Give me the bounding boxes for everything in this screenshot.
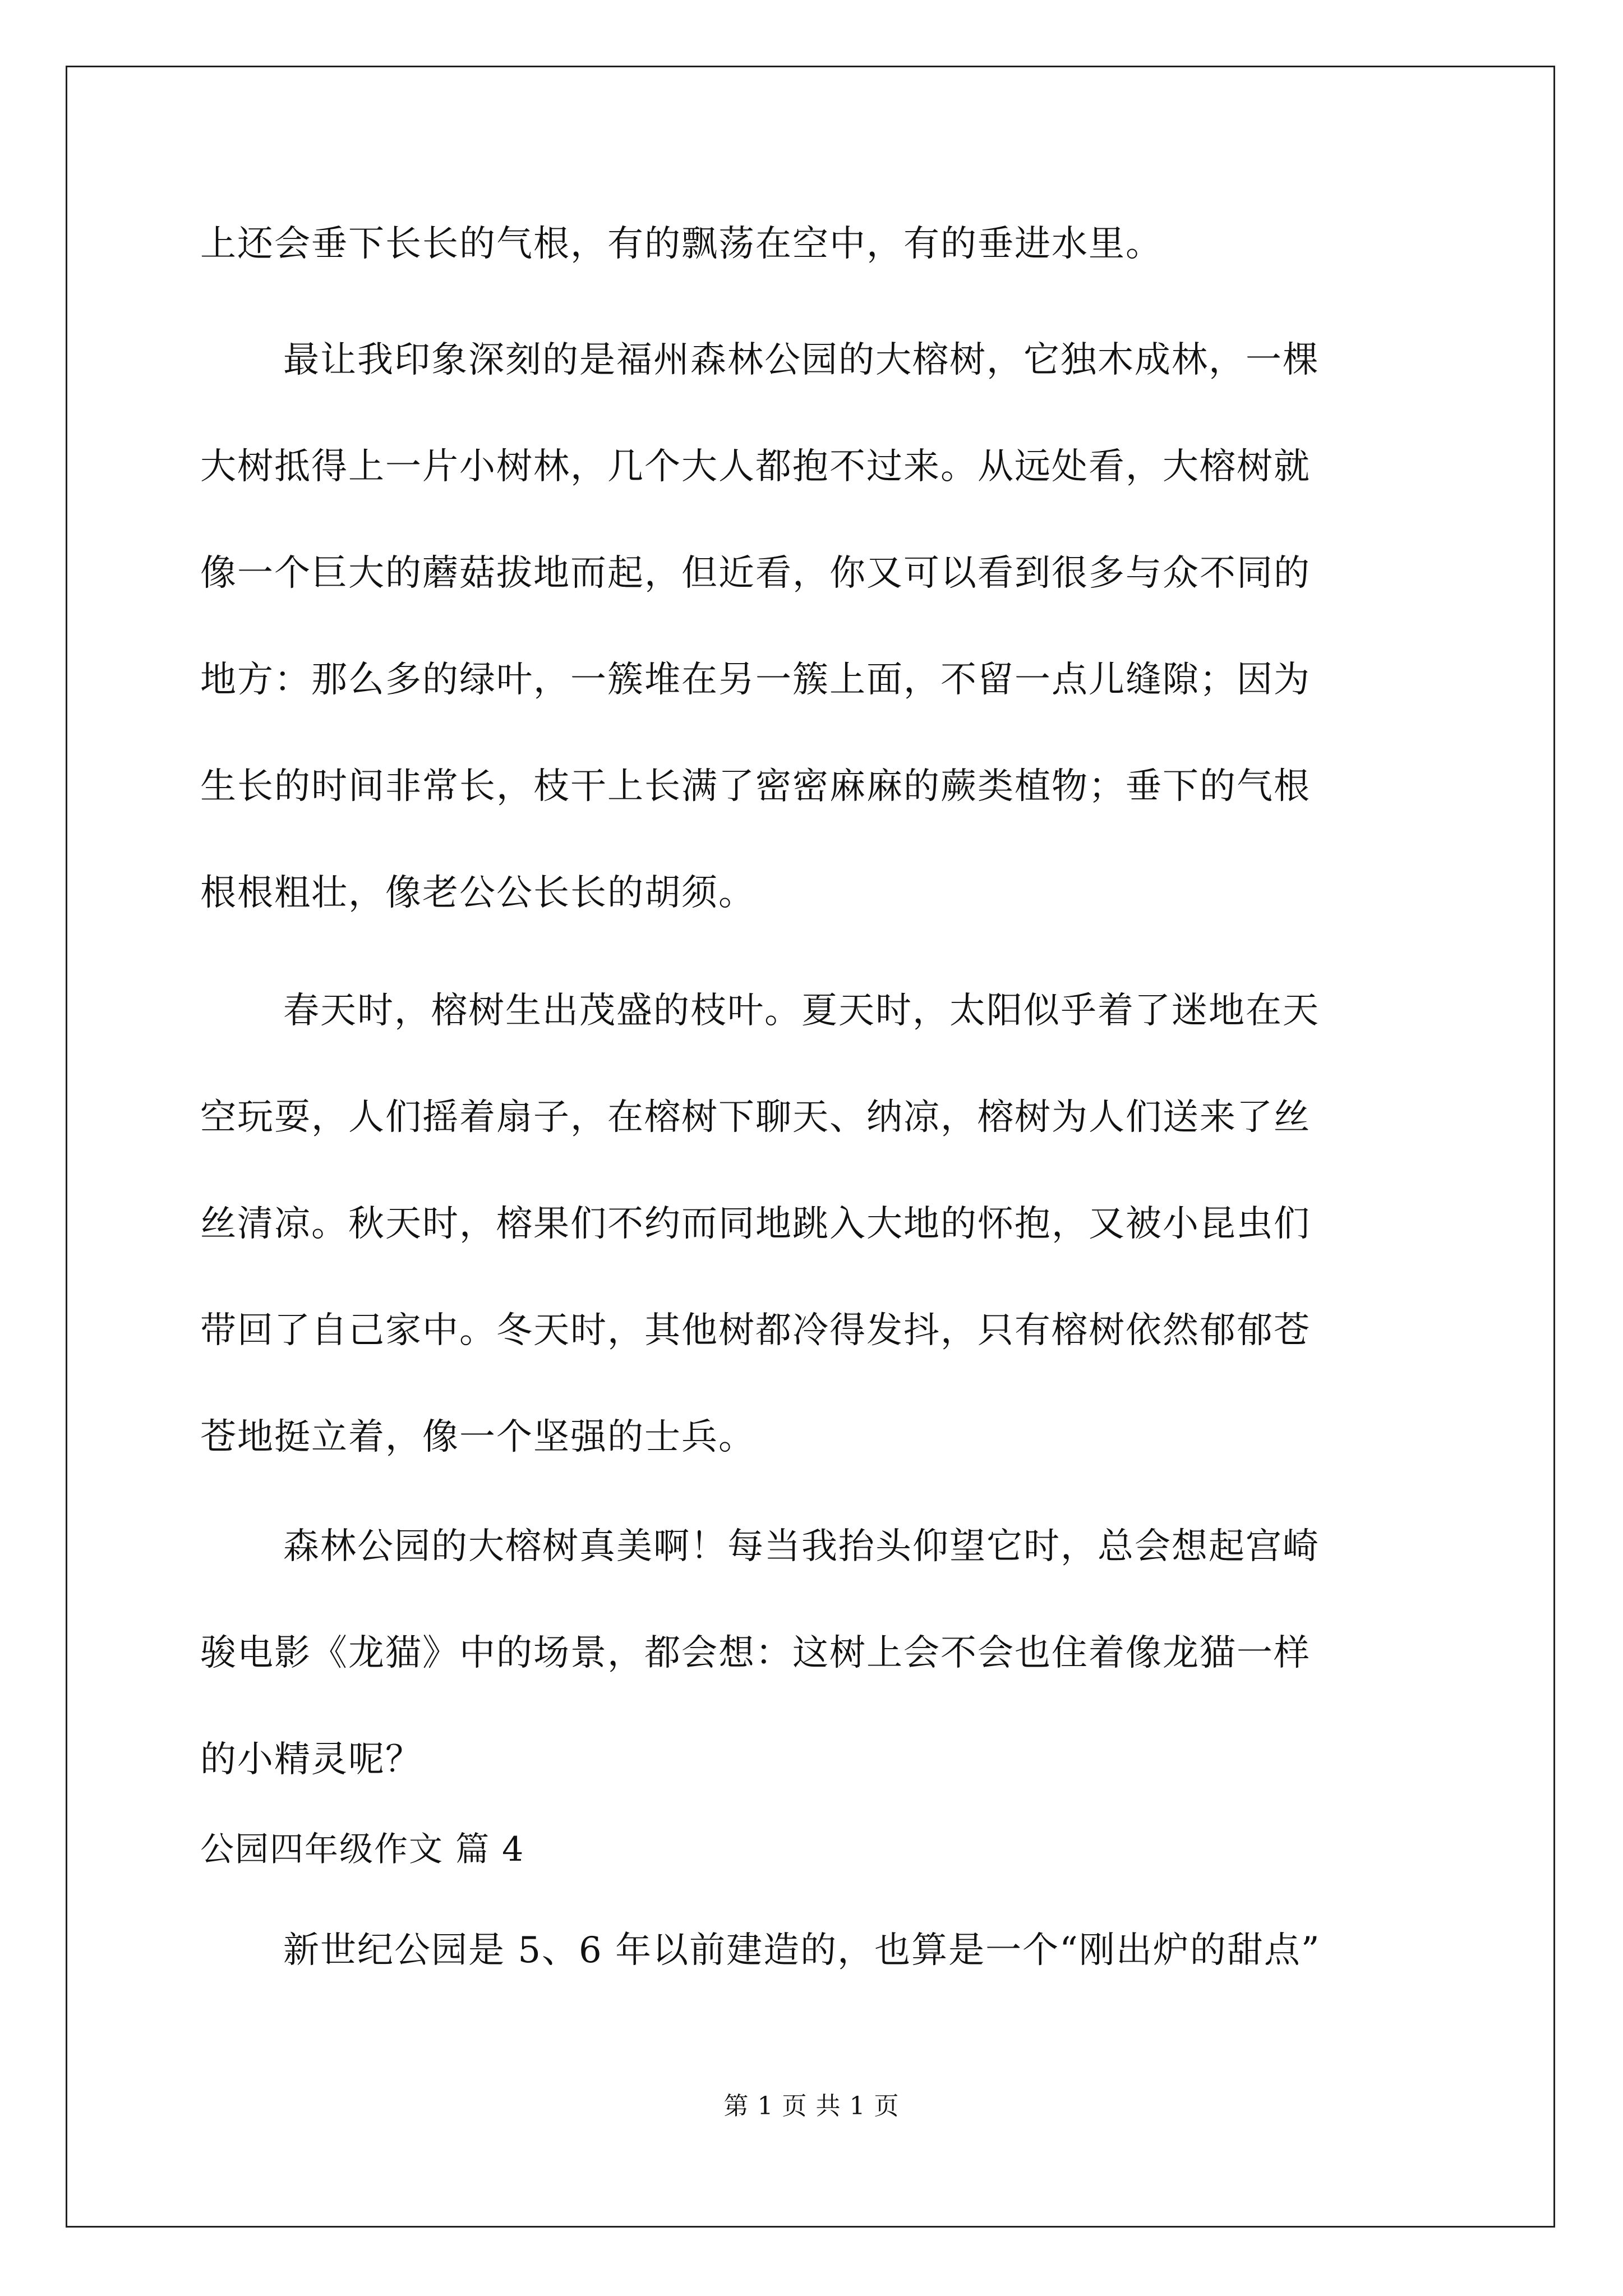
paragraph-line: 森林公园的大榕树真美啊！每当我抬头仰望它时，总会想起宫崎 (283, 1526, 1320, 1567)
paragraph-line: 地方：那么多的绿叶，一簇堆在另一簇上面，不留一点儿缝隙；因为 (200, 659, 1311, 701)
paragraph-line: 像一个巨大的蘑菇拔地而起，但近看，你又可以看到很多与众不同的 (200, 553, 1311, 594)
section-heading: 公园四年级作文 篇 4 (200, 1830, 525, 1869)
paragraph-line: 最让我印象深刻的是福州森林公园的大榕树，它独木成林，一棵 (283, 339, 1320, 381)
paragraph-line: 上还会垂下长长的气根，有的飘荡在空中，有的垂进水里。 (200, 223, 1163, 265)
paragraph-line: 骏电影《龙猫》中的场景，都会想：这树上会不会也住着像龙猫一样 (200, 1632, 1311, 1674)
paragraph-line: 根根粗壮，像老公公长长的胡须。 (200, 872, 755, 914)
paragraph-line: 大树抵得上一片小树林，几个大人都抱不过来。从远处看，大榕树就 (200, 446, 1311, 487)
paragraph-line: 新世纪公园是 5、6 年以前建造的，也算是一个“刚出炉的甜点” (283, 1930, 1321, 1971)
paragraph-line: 的小精灵呢？ (200, 1739, 422, 1780)
paragraph-line: 苍地挺立着，像一个坚强的士兵。 (200, 1416, 755, 1458)
paragraph-line: 丝清凉。秋天时，榕果们不约而同地跳入大地的怀抱，又被小昆虫们 (200, 1203, 1311, 1245)
paragraph-line: 春天时，榕树生出茂盛的枝叶。夏天时，太阳似乎着了迷地在天 (283, 990, 1320, 1032)
page-number-footer: 第 1 页 共 1 页 (723, 2092, 900, 2120)
page-frame (66, 66, 1555, 2228)
paragraph-line: 生长的时间非常长，枝干上长满了密密麻麻的蕨类植物；垂下的气根 (200, 766, 1311, 807)
paragraph-line: 带回了自己家中。冬天时，其他树都冷得发抖，只有榕树依然郁郁苍 (200, 1310, 1311, 1351)
paragraph-line: 空玩耍，人们摇着扇子，在榕树下聊天、纳凉，榕树为人们送来了丝 (200, 1097, 1311, 1138)
